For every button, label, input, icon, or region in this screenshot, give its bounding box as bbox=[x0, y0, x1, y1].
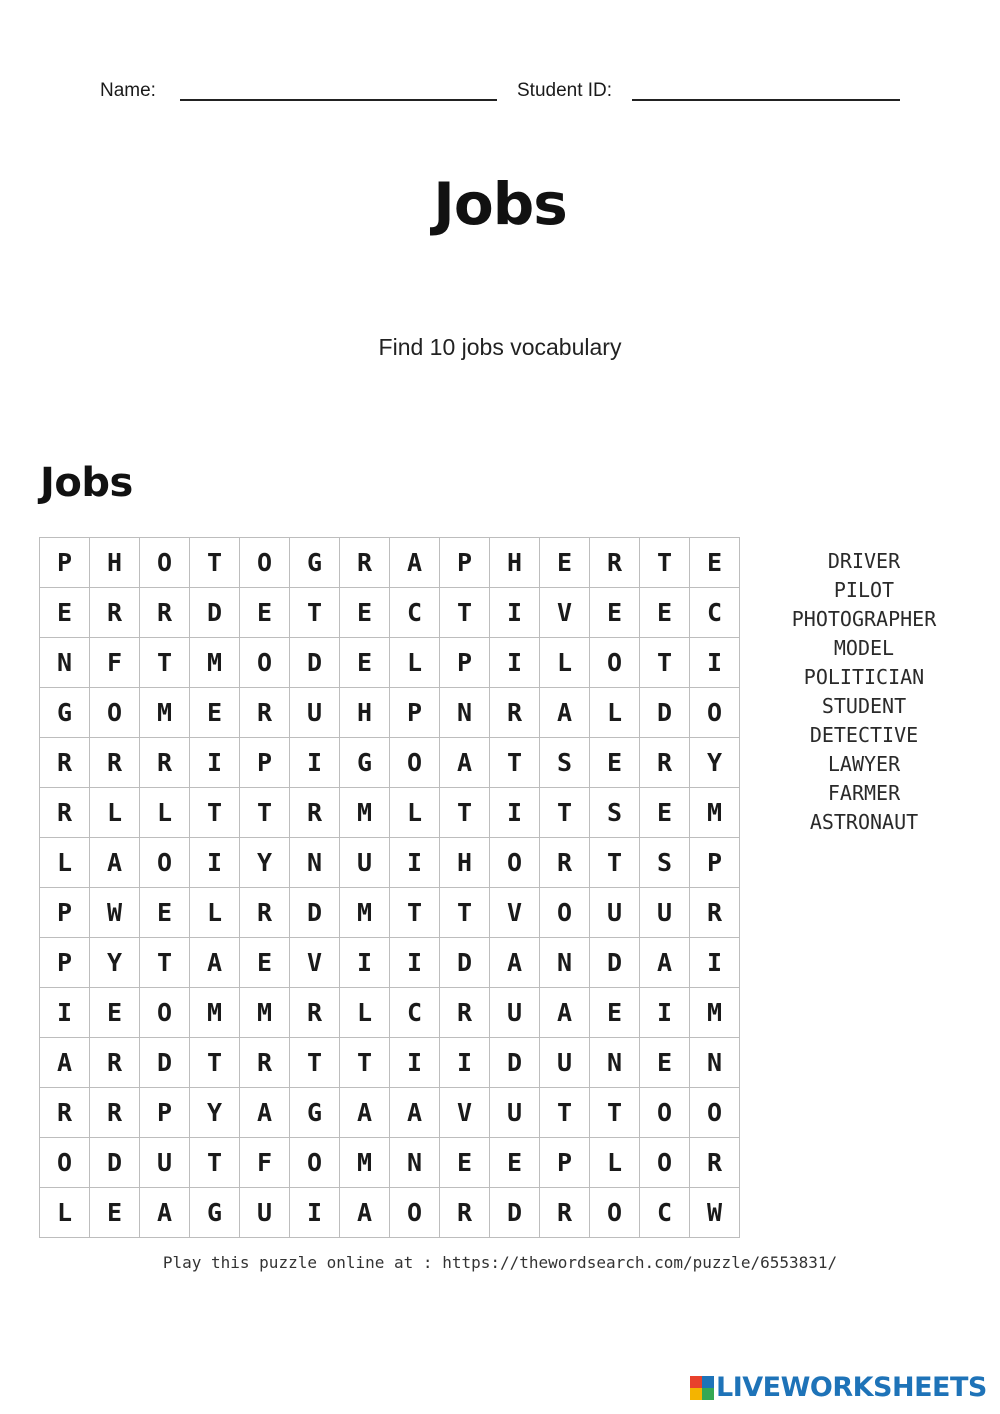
grid-cell[interactable]: S bbox=[640, 838, 690, 888]
grid-cell[interactable]: U bbox=[640, 888, 690, 938]
grid-cell[interactable]: D bbox=[490, 1188, 540, 1238]
grid-cell[interactable]: L bbox=[590, 688, 640, 738]
grid-cell[interactable]: E bbox=[90, 988, 140, 1038]
liveworksheets-brand[interactable] bbox=[690, 1372, 987, 1403]
grid-cell[interactable]: R bbox=[90, 588, 140, 638]
word-list-item: LAWYER bbox=[827, 752, 901, 776]
grid-cell[interactable]: V bbox=[290, 938, 340, 988]
grid-cell[interactable]: L bbox=[540, 638, 590, 688]
brand-text: LIVEWORKSHEETS bbox=[716, 1372, 987, 1403]
grid-cell[interactable]: T bbox=[640, 538, 690, 588]
grid-cell[interactable]: V bbox=[490, 888, 540, 938]
name-label: Name: bbox=[100, 80, 156, 101]
grid-cell[interactable]: E bbox=[240, 938, 290, 988]
grid-cell[interactable]: E bbox=[190, 688, 240, 738]
grid-cell[interactable]: O bbox=[240, 638, 290, 688]
grid-cell[interactable]: O bbox=[290, 1138, 340, 1188]
grid-cell[interactable]: O bbox=[640, 1088, 690, 1138]
grid-cell[interactable]: T bbox=[640, 638, 690, 688]
grid-cell[interactable]: N bbox=[440, 688, 490, 738]
grid-cell[interactable]: T bbox=[390, 888, 440, 938]
grid-cell[interactable]: L bbox=[590, 1138, 640, 1188]
grid-cell[interactable]: N bbox=[690, 1038, 740, 1088]
grid-cell[interactable]: A bbox=[390, 538, 440, 588]
page-title: Jobs bbox=[433, 170, 567, 238]
grid-cell[interactable]: M bbox=[190, 988, 240, 1038]
grid-cell[interactable]: D bbox=[440, 938, 490, 988]
grid-cell[interactable]: A bbox=[540, 988, 590, 1038]
grid-cell[interactable]: I bbox=[440, 1038, 490, 1088]
grid-cell[interactable]: L bbox=[390, 788, 440, 838]
grid-cell[interactable]: R bbox=[40, 1088, 90, 1138]
grid-cell[interactable]: T bbox=[190, 538, 240, 588]
grid-cell[interactable]: T bbox=[440, 588, 490, 638]
grid-cell[interactable]: O bbox=[640, 1138, 690, 1188]
grid-cell[interactable]: C bbox=[640, 1188, 690, 1238]
grid-cell[interactable]: V bbox=[440, 1088, 490, 1138]
grid-cell[interactable]: E bbox=[440, 1138, 490, 1188]
grid-cell[interactable]: P bbox=[40, 538, 90, 588]
grid-cell[interactable]: O bbox=[590, 1188, 640, 1238]
puzzle-title: Jobs bbox=[40, 460, 133, 506]
grid-cell[interactable]: O bbox=[140, 538, 190, 588]
word-list-item: POLITICIAN bbox=[803, 665, 925, 689]
grid-cell[interactable]: O bbox=[540, 888, 590, 938]
grid-cell[interactable]: I bbox=[690, 638, 740, 688]
grid-cell[interactable]: E bbox=[140, 888, 190, 938]
grid-cell[interactable]: G bbox=[340, 738, 390, 788]
grid-cell[interactable]: O bbox=[390, 1188, 440, 1238]
grid-cell[interactable]: O bbox=[240, 538, 290, 588]
grid-cell[interactable]: R bbox=[540, 838, 590, 888]
grid-cell[interactable]: P bbox=[440, 638, 490, 688]
grid-cell[interactable]: T bbox=[190, 788, 240, 838]
grid-cell[interactable]: O bbox=[40, 1138, 90, 1188]
word-list-item: ASTRONAUT bbox=[809, 810, 919, 834]
grid-cell[interactable]: D bbox=[140, 1038, 190, 1088]
grid-cell[interactable]: T bbox=[290, 588, 340, 638]
grid-cell[interactable]: R bbox=[290, 788, 340, 838]
grid-cell[interactable]: H bbox=[490, 538, 540, 588]
grid-cell[interactable]: U bbox=[340, 838, 390, 888]
grid-cell[interactable]: A bbox=[140, 1188, 190, 1238]
grid-cell[interactable]: A bbox=[540, 688, 590, 738]
grid-cell[interactable]: T bbox=[590, 838, 640, 888]
grid-cell[interactable]: A bbox=[340, 1088, 390, 1138]
grid-cell[interactable]: R bbox=[540, 1188, 590, 1238]
grid-cell[interactable]: I bbox=[290, 1188, 340, 1238]
grid-cell[interactable]: R bbox=[490, 688, 540, 738]
word-list-item: MODEL bbox=[833, 636, 895, 660]
grid-cell[interactable]: E bbox=[640, 788, 690, 838]
grid-cell[interactable]: M bbox=[190, 638, 240, 688]
grid-cell[interactable]: D bbox=[290, 888, 340, 938]
grid-cell[interactable]: R bbox=[140, 588, 190, 638]
grid-cell[interactable]: U bbox=[540, 1038, 590, 1088]
grid-cell[interactable]: T bbox=[240, 788, 290, 838]
grid-cell[interactable]: I bbox=[690, 938, 740, 988]
grid-cell[interactable]: D bbox=[190, 588, 240, 638]
grid-cell[interactable]: V bbox=[540, 588, 590, 638]
grid-cell[interactable]: Y bbox=[690, 738, 740, 788]
grid-cell[interactable]: R bbox=[90, 1038, 140, 1088]
grid-cell[interactable]: E bbox=[90, 1188, 140, 1238]
word-list-item: PHOTOGRAPHER bbox=[791, 607, 937, 631]
grid-cell[interactable]: E bbox=[640, 588, 690, 638]
grid-cell[interactable]: E bbox=[540, 538, 590, 588]
grid-cell[interactable]: W bbox=[690, 1188, 740, 1238]
grid-cell[interactable]: H bbox=[90, 538, 140, 588]
student-id-field[interactable] bbox=[632, 99, 900, 101]
word-list bbox=[780, 547, 948, 837]
grid-cell[interactable]: E bbox=[640, 1038, 690, 1088]
grid-cell[interactable]: N bbox=[290, 838, 340, 888]
grid-cell[interactable]: I bbox=[390, 938, 440, 988]
liveworksheets-logo-icon bbox=[690, 1376, 714, 1400]
grid-cell[interactable]: L bbox=[390, 638, 440, 688]
grid-cell[interactable]: A bbox=[240, 1088, 290, 1138]
grid-cell[interactable]: R bbox=[290, 988, 340, 1038]
grid-cell[interactable]: T bbox=[490, 738, 540, 788]
grid-cell[interactable]: R bbox=[240, 1038, 290, 1088]
instructions: Find 10 jobs vocabulary bbox=[378, 334, 622, 360]
grid-cell[interactable]: L bbox=[40, 1188, 90, 1238]
grid-cell[interactable]: G bbox=[190, 1188, 240, 1238]
grid-cell[interactable]: E bbox=[240, 588, 290, 638]
grid-cell[interactable]: R bbox=[690, 1138, 740, 1188]
name-field[interactable] bbox=[180, 99, 497, 101]
grid-cell[interactable]: F bbox=[240, 1138, 290, 1188]
grid-cell[interactable]: W bbox=[90, 888, 140, 938]
grid-cell[interactable]: D bbox=[290, 638, 340, 688]
grid-cell[interactable]: L bbox=[90, 788, 140, 838]
grid-cell[interactable]: S bbox=[590, 788, 640, 838]
grid-cell[interactable]: A bbox=[190, 938, 240, 988]
word-search-grid[interactable] bbox=[39, 537, 740, 1238]
grid-cell[interactable]: R bbox=[40, 788, 90, 838]
word-list-item: PILOT bbox=[833, 578, 895, 602]
grid-cell[interactable]: P bbox=[440, 538, 490, 588]
word-list-item: FARMER bbox=[827, 781, 901, 805]
grid-cell[interactable]: T bbox=[540, 1088, 590, 1138]
grid-cell[interactable]: R bbox=[240, 688, 290, 738]
grid-cell[interactable]: O bbox=[690, 1088, 740, 1138]
grid-cell[interactable]: L bbox=[40, 838, 90, 888]
grid-cell[interactable]: Y bbox=[90, 938, 140, 988]
grid-cell[interactable]: O bbox=[140, 838, 190, 888]
grid-cell[interactable]: E bbox=[490, 1138, 540, 1188]
grid-cell[interactable]: I bbox=[390, 1038, 440, 1088]
grid-cell[interactable]: C bbox=[390, 588, 440, 638]
grid-cell[interactable]: R bbox=[40, 738, 90, 788]
grid-cell[interactable]: N bbox=[590, 1038, 640, 1088]
grid-cell[interactable]: D bbox=[590, 938, 640, 988]
grid-cell[interactable]: P bbox=[540, 1138, 590, 1188]
grid-cell[interactable]: R bbox=[240, 888, 290, 938]
grid-cell[interactable]: M bbox=[340, 788, 390, 838]
grid-cell[interactable]: A bbox=[640, 938, 690, 988]
grid-cell[interactable]: M bbox=[240, 988, 290, 1038]
grid-cell[interactable]: D bbox=[490, 1038, 540, 1088]
grid-cell[interactable]: H bbox=[340, 688, 390, 738]
grid-cell[interactable]: A bbox=[90, 838, 140, 888]
grid-cell[interactable]: R bbox=[90, 738, 140, 788]
logo-square bbox=[690, 1388, 702, 1400]
grid-cell[interactable]: P bbox=[390, 688, 440, 738]
grid-cell[interactable]: C bbox=[390, 988, 440, 1038]
grid-cell[interactable]: E bbox=[590, 738, 640, 788]
grid-cell[interactable]: A bbox=[340, 1188, 390, 1238]
grid-cell[interactable]: A bbox=[40, 1038, 90, 1088]
grid-cell[interactable]: N bbox=[40, 638, 90, 688]
grid-cell[interactable]: U bbox=[490, 988, 540, 1038]
grid-cell[interactable]: I bbox=[290, 738, 340, 788]
grid-cell[interactable]: L bbox=[140, 788, 190, 838]
grid-cell[interactable]: U bbox=[240, 1188, 290, 1238]
grid-cell[interactable]: U bbox=[290, 688, 340, 738]
grid-cell[interactable]: I bbox=[190, 738, 240, 788]
grid-cell[interactable]: T bbox=[190, 1138, 240, 1188]
grid-cell[interactable]: G bbox=[40, 688, 90, 738]
grid-cell[interactable]: R bbox=[590, 538, 640, 588]
grid-cell[interactable]: N bbox=[540, 938, 590, 988]
grid-cell[interactable]: D bbox=[90, 1138, 140, 1188]
grid-cell[interactable]: D bbox=[640, 688, 690, 738]
grid-cell[interactable]: A bbox=[440, 738, 490, 788]
grid-cell[interactable]: O bbox=[490, 838, 540, 888]
grid-cell[interactable]: Y bbox=[240, 838, 290, 888]
logo-square bbox=[702, 1388, 714, 1400]
grid-cell[interactable]: L bbox=[190, 888, 240, 938]
grid-cell[interactable]: O bbox=[590, 638, 640, 688]
grid-cell[interactable]: P bbox=[140, 1088, 190, 1138]
grid-cell[interactable]: E bbox=[690, 538, 740, 588]
grid-cell[interactable]: P bbox=[690, 838, 740, 888]
word-list-item: DETECTIVE bbox=[809, 723, 919, 747]
grid-cell[interactable]: I bbox=[490, 588, 540, 638]
grid-cell[interactable]: T bbox=[590, 1088, 640, 1138]
grid-cell[interactable]: M bbox=[340, 1138, 390, 1188]
grid-cell[interactable]: O bbox=[390, 738, 440, 788]
grid-cell[interactable]: M bbox=[340, 888, 390, 938]
grid-cell[interactable]: R bbox=[340, 538, 390, 588]
word-list-item: STUDENT bbox=[821, 694, 907, 718]
grid-cell[interactable]: I bbox=[190, 838, 240, 888]
grid-cell[interactable]: I bbox=[390, 838, 440, 888]
grid-cell[interactable]: M bbox=[690, 788, 740, 838]
grid-cell[interactable]: T bbox=[340, 1038, 390, 1088]
grid-cell[interactable]: E bbox=[340, 588, 390, 638]
grid-cell[interactable]: O bbox=[90, 688, 140, 738]
grid-cell[interactable]: M bbox=[690, 988, 740, 1038]
grid-cell[interactable]: R bbox=[140, 738, 190, 788]
grid-cell[interactable]: F bbox=[90, 638, 140, 688]
puzzle-footer-link[interactable]: Play this puzzle online at : https://thewordsearch.com/puzzle/6553831/ bbox=[162, 1253, 838, 1272]
grid-cell[interactable]: M bbox=[140, 688, 190, 738]
grid-cell[interactable]: E bbox=[590, 988, 640, 1038]
grid-cell[interactable]: I bbox=[340, 938, 390, 988]
grid-cell[interactable]: T bbox=[140, 638, 190, 688]
grid-cell[interactable]: A bbox=[490, 938, 540, 988]
grid-cell[interactable]: U bbox=[490, 1088, 540, 1138]
logo-square bbox=[702, 1376, 714, 1388]
grid-cell[interactable]: E bbox=[340, 638, 390, 688]
grid-cell[interactable]: O bbox=[690, 688, 740, 738]
grid-cell[interactable]: R bbox=[690, 888, 740, 938]
grid-cell[interactable]: T bbox=[190, 1038, 240, 1088]
grid-cell[interactable]: T bbox=[440, 788, 490, 838]
grid-cell[interactable]: L bbox=[340, 988, 390, 1038]
word-list-item: DRIVER bbox=[827, 549, 901, 573]
grid-cell[interactable]: T bbox=[140, 938, 190, 988]
grid-cell[interactable]: U bbox=[590, 888, 640, 938]
grid-cell[interactable]: I bbox=[490, 788, 540, 838]
grid-cell[interactable]: I bbox=[640, 988, 690, 1038]
grid-cell[interactable]: P bbox=[240, 738, 290, 788]
grid-cell[interactable]: U bbox=[140, 1138, 190, 1188]
grid-cell[interactable]: P bbox=[40, 888, 90, 938]
grid-cell[interactable]: T bbox=[440, 888, 490, 938]
grid-cell[interactable]: G bbox=[290, 538, 340, 588]
grid-cell[interactable]: C bbox=[690, 588, 740, 638]
grid-cell[interactable]: A bbox=[390, 1088, 440, 1138]
grid-cell[interactable]: Y bbox=[190, 1088, 240, 1138]
grid-cell[interactable]: I bbox=[490, 638, 540, 688]
grid-cell[interactable]: E bbox=[40, 588, 90, 638]
grid-cell[interactable]: P bbox=[40, 938, 90, 988]
logo-square bbox=[690, 1376, 702, 1388]
grid-cell[interactable]: N bbox=[390, 1138, 440, 1188]
grid-cell[interactable]: R bbox=[440, 988, 490, 1038]
grid-cell[interactable]: T bbox=[540, 788, 590, 838]
grid-cell[interactable]: R bbox=[90, 1088, 140, 1138]
grid-cell[interactable]: R bbox=[440, 1188, 490, 1238]
grid-cell[interactable]: O bbox=[140, 988, 190, 1038]
grid-cell[interactable]: G bbox=[290, 1088, 340, 1138]
grid-cell[interactable]: I bbox=[40, 988, 90, 1038]
grid-cell[interactable]: S bbox=[540, 738, 590, 788]
grid-cell[interactable]: T bbox=[290, 1038, 340, 1088]
grid-cell[interactable]: E bbox=[590, 588, 640, 638]
grid-cell[interactable]: H bbox=[440, 838, 490, 888]
student-id-label: Student ID: bbox=[517, 80, 613, 101]
grid-cell[interactable]: R bbox=[640, 738, 690, 788]
